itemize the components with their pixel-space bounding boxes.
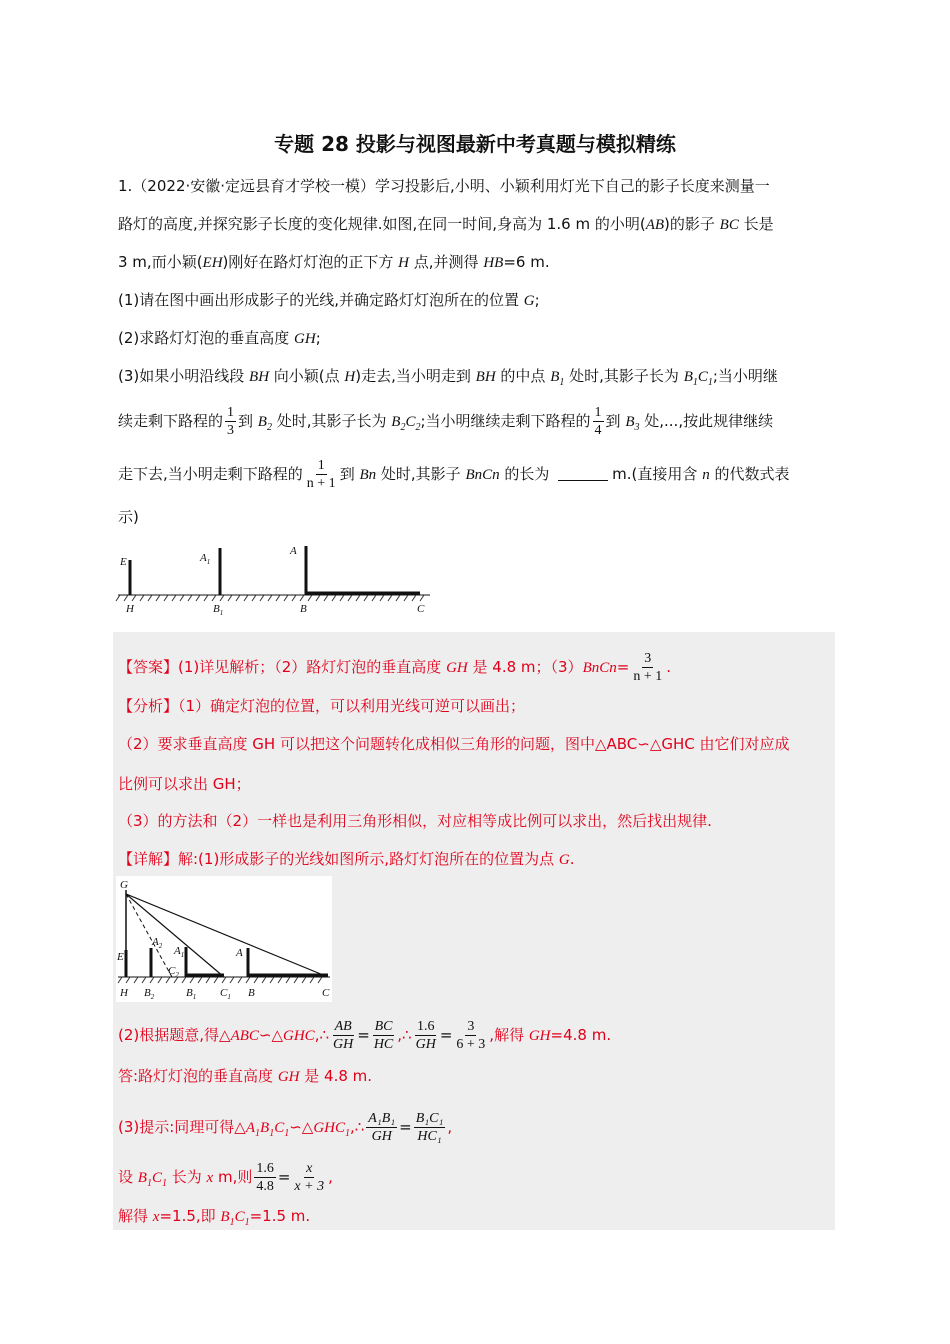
- svg-text:A1: $A_1$: [174, 945, 185, 959]
- label-C1: C: [220, 987, 228, 999]
- fraction-3-9: $\frac{3}{6 + 3}$: [456, 1019, 486, 1052]
- label-A2: A: [152, 936, 159, 948]
- solution-step-2-answer: 答:路灯灯泡的垂直高度 GH 是 4.8 m.: [118, 1067, 373, 1085]
- page-title: 专题 28 投影与视图最新中考真题与模拟精练: [274, 132, 676, 156]
- question-3-line-2: 续走剩下路程的 $\frac{1}{3}$ 到 $B_2$ 处时,其影子长为 $B_2C_2$;当小明继续走剩下路程的 $\frac{1}{4}$ 到 $B_3$ 处,...,按此规律继续: [118, 405, 774, 438]
- label-E: E: [120, 556, 127, 568]
- label-E-2: E: [117, 951, 124, 963]
- svg-text:C2: $C_2$: [168, 965, 179, 979]
- svg-text:A1: $A_1$: [200, 552, 211, 566]
- question-3-line-4: 示): [118, 508, 139, 526]
- analysis-line-2: （2）要求垂直高度 GH 可以把这个问题转化成相似三角形的问题，图中△ABC∽△GHC 由它们对应成: [118, 735, 790, 753]
- label-B: B: [300, 603, 307, 615]
- svg-text:A2: $A_2$: [152, 936, 163, 950]
- solution-step-3-setup: 设 $B_1C_1$ 长为 x m,则 $\frac{1.6}{4.8}$ = $\frac{x}{x + 3}$ ,: [118, 1161, 333, 1194]
- label-A1: A: [200, 552, 207, 564]
- figure-2-diagram: [116, 876, 332, 1002]
- question-3-line-3: 走下去,当小明走剩下路程的 $\frac{1}{n + 1}$ 到 Bn 处时,其影子 BnCn 的长为 m.(直接用含 n 的代数式表: [118, 458, 790, 491]
- figure-1-diagram: [114, 538, 434, 618]
- fraction-1-6-4-8: $\frac{1.6}{4.8}$: [256, 1161, 274, 1194]
- analysis-line-4: （3）的方法和（2）一样也是利用三角形相似，对应相等成比例可以求出，然后找出规律.: [118, 812, 712, 830]
- fraction-1-6-gh: $\frac{1.6}{GH}$: [415, 1019, 436, 1052]
- analysis-line-3: 比例可以求出 GH；: [118, 775, 251, 793]
- label-C2: C: [168, 965, 176, 977]
- label-A: A: [290, 545, 297, 557]
- label-B-2: B: [248, 987, 255, 999]
- answer-fraction: $\frac{3}{n + 1}$: [633, 651, 663, 684]
- question-1: (1)请在图中画出形成影子的光线,并确定路灯灯泡所在的位置 G;: [118, 291, 540, 309]
- detail-line: 【详解】解:(1)形成影子的光线如图所示,路灯灯泡所在的位置为点 G.: [118, 850, 575, 868]
- solution-step-3-result: 解得 x=1.5,即 $B_1C_1=1.5$ m.: [118, 1207, 311, 1228]
- fraction-x-x-plus-3: $\frac{x}{x + 3}$: [294, 1161, 325, 1194]
- question-3-line-1: (3)如果小明沿线段 BH 向小颖(点 H)走去,当小明走到 BH 的中点 $B_1$ 处时,其影子长为 $B_1C_1$;当小明继: [118, 367, 778, 388]
- svg-text:B1: $B_1$: [186, 987, 197, 1001]
- fraction-one-third: $\frac{1}{3}$: [227, 405, 235, 438]
- label-B1-2: B: [186, 987, 193, 999]
- fraction-bc-hc: $\frac{BC}{HC}$: [373, 1019, 394, 1052]
- svg-text:C1: $C_1$: [220, 987, 231, 1001]
- label-G: G: [120, 879, 128, 891]
- answer-blank: [558, 480, 608, 481]
- solution-step-2: (2)根据题意,得△ABC∽△GHC,∴ $\frac{AB}{GH}$ = $\frac{BC}{HC}$ ,∴ $\frac{1.6}{GH}$ = $\frac{3}{6 + 3}$ ,解得 GH=4.8 m.: [118, 1019, 612, 1052]
- problem-line-2: 路灯的高度,并探究影子长度的变化规律.如图,在同一时间,身高为 1.6 m 的小明(AB)的影子 BC 长是: [118, 215, 774, 233]
- label-H-2: H: [120, 987, 128, 999]
- question-2: (2)求路灯灯泡的垂直高度 GH;: [118, 329, 321, 347]
- label-C-2: C: [322, 987, 330, 999]
- fraction-one-fourth: $\frac{1}{4}$: [594, 405, 602, 438]
- answer-line: 【答案】(1)详见解析；（2）路灯灯泡的垂直高度 GH 是 4.8 m；（3）BnCn= $\frac{3}{n + 1}$ .: [118, 651, 671, 684]
- fraction-b1c1-hc1: $\frac{\text{B₁C₁}}{\text{HC₁}}$: [415, 1111, 444, 1144]
- label-H: H: [126, 603, 134, 615]
- problem-line-3: 3 m,而小颖(EH)刚好在路灯灯泡的正下方 H 点,并测得 HB=6 m.: [118, 253, 550, 271]
- label-A1-2: A: [174, 945, 181, 957]
- fraction-one-over-n-plus-1: $\frac{1}{n + 1}$: [306, 458, 336, 491]
- label-B2: B: [144, 987, 151, 999]
- label-C: C: [417, 603, 425, 615]
- problem-line-1: 1.（2022·安徽·定远县育才学校一模）学习投影后,小明、小颖利用灯光下自己的影子长度来测量一: [118, 177, 770, 195]
- label-A-2: A: [236, 947, 243, 959]
- solution-step-3: (3)提示:同理可得$\triangle A_1B_1C_1∽\triangle GHC_1,\therefore$ $\frac{\text{A₁B₁}}{GH}$ = $\frac{\text{B₁C₁}}{\text{HC₁}}$ ,: [118, 1111, 453, 1144]
- analysis-line-1: 【分析】（1）确定灯泡的位置，可以利用光线可逆可以画出；: [118, 697, 526, 715]
- fraction-a1b1-gh: $\frac{\text{A₁B₁}}{GH}$: [368, 1111, 396, 1144]
- svg-text:B2: $B_2$: [144, 987, 155, 1001]
- fraction-ab-gh: $\frac{AB}{GH}$: [333, 1019, 354, 1052]
- label-B1: B: [213, 603, 220, 615]
- svg-text:B1: $B_1$: [213, 603, 224, 617]
